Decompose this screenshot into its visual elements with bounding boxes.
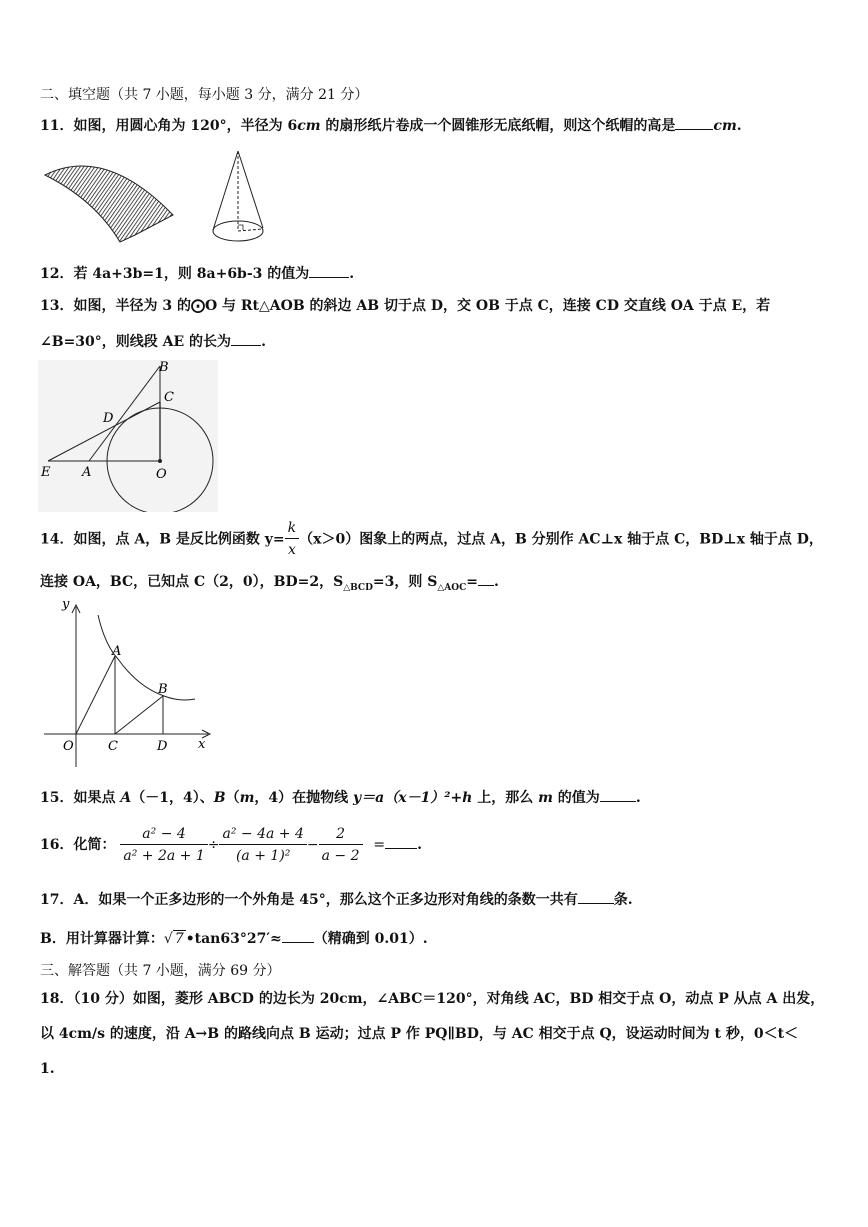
q15-m-2: m xyxy=(538,790,553,806)
q11-unit: cm xyxy=(297,118,321,134)
label-x: x xyxy=(198,737,206,752)
question-18-line-3: 1. xyxy=(40,1061,55,1077)
f2-num: a² − 4a + 4 xyxy=(219,824,306,845)
op-equals: = xyxy=(373,837,386,853)
question-14-line-2 xyxy=(40,571,499,597)
fraction-2 xyxy=(219,824,306,867)
label-D: D xyxy=(157,739,168,754)
section-2-header: 二、填空题（共 7 小题，每小题 3 分，满分 21 分） xyxy=(40,87,369,103)
q15-text-e: 上，那么 xyxy=(472,790,539,806)
q15-parabola: y＝a（x－1）²+h xyxy=(353,790,473,806)
question-11 xyxy=(40,115,742,135)
q11-text-b: 的扇形纸片卷成一个圆锥形无底纸帽，则这个纸帽的高是 xyxy=(320,118,676,134)
f3-num: 2 xyxy=(319,824,363,845)
q11-text-a: 11．如图，用圆心角为 120°，半径为 6 xyxy=(40,118,298,134)
q14-text-a: 14．如图，点 A，B 是反比例函数 y= xyxy=(40,531,285,548)
answer-blank-16 xyxy=(385,834,417,849)
q16-period: . xyxy=(417,837,422,853)
q15-text-d: ，4）在抛物线 xyxy=(254,790,354,806)
q12-period: . xyxy=(349,266,355,282)
label-C: C xyxy=(108,739,118,754)
cone-figure xyxy=(205,148,270,248)
q15-period: . xyxy=(635,790,641,806)
circle-tangent-figure xyxy=(38,360,218,512)
q15-point-b: B xyxy=(213,790,226,806)
label-O: O xyxy=(156,467,167,482)
q14-text-e: = xyxy=(466,574,479,590)
q14-text-b: （x＞0）图象上的两点，过点 A，B 分别作 AC⊥x 轴于点 C，BD⊥x 轴于点 D， xyxy=(299,531,823,548)
q14-period: . xyxy=(494,574,499,590)
q13-text: ∠B=30°，则线段 AE 的长为 xyxy=(40,334,232,350)
q17b-end: （精确到 0.01）. xyxy=(313,931,428,947)
frac-den: x xyxy=(287,542,296,558)
sqrt-seven: √ 7 xyxy=(163,931,184,947)
label-C: C xyxy=(164,390,174,405)
inverse-function-graph xyxy=(40,595,215,770)
q15-text-a: 15．如果点 xyxy=(40,790,121,806)
question-17a xyxy=(40,889,633,909)
section-3-header: 三、解答题（共 7 小题，满分 69 分） xyxy=(40,963,281,979)
f2-den: (a + 1)² xyxy=(235,847,291,864)
q14-sub-aoc: △AOC xyxy=(437,582,467,593)
answer-blank-12 xyxy=(309,263,349,278)
label-O: O xyxy=(63,739,74,754)
answer-blank-13 xyxy=(231,331,261,346)
answer-blank-14 xyxy=(478,571,494,586)
label-A: A xyxy=(112,644,122,659)
q15-m: m xyxy=(239,790,255,806)
q16-lead: 16．化简： xyxy=(40,837,116,853)
answer-blank-11 xyxy=(675,115,713,130)
q15-point-a: A xyxy=(120,790,132,806)
q12-text: 12．若 4a+3b=1，则 8a+6b-3 的值为 xyxy=(40,266,310,282)
q11-unit-2: cm xyxy=(713,118,737,134)
q15-text-b: （－1，4）、 xyxy=(131,790,214,806)
q17b-lead: B．用计算器计算： xyxy=(40,931,164,947)
question-18-line-2: 以 4cm/s 的速度，沿 A→B 的路线向点 B 运动；过点 P 作 PQ∥BD，与 AC 相交于点 Q，设运动时间为 t 秒，0＜t＜ xyxy=(40,1026,799,1042)
label-D: D xyxy=(103,411,114,426)
op-minus: − xyxy=(306,837,319,853)
f1-den: a² + 2a + 1 xyxy=(123,847,205,864)
label-B: B xyxy=(158,682,168,697)
fraction-3 xyxy=(319,824,363,867)
question-13-line-1: 13．如图，半径为 3 的⨀O 与 Rt△AOB 的斜边 AB 切于点 D，交 OB 于点 C，连接 CD 交直线 OA 于点 E，若 xyxy=(40,298,771,314)
q14-text-d: =3，则 S xyxy=(372,574,438,590)
q15-text-f: 的值为 xyxy=(552,790,600,806)
question-16 xyxy=(40,820,422,870)
label-B: B xyxy=(159,360,169,375)
q17a-end: 条. xyxy=(613,892,633,908)
q14-sub-bcd: △BCD xyxy=(343,582,373,593)
q13-period: . xyxy=(261,334,266,350)
question-14-line-1 xyxy=(40,518,823,558)
question-15 xyxy=(40,787,641,807)
f3-den: a − 2 xyxy=(321,847,360,864)
f1-num: a² − 4 xyxy=(120,824,207,845)
q15-text-c: （ xyxy=(225,790,240,806)
question-18-line-1: 18．（10 分）如图，菱形 ABCD 的边长为 20cm，∠ABC＝120°，对角线 AC，BD 相交于点 O，动点 P 从点 A 出发， xyxy=(40,991,825,1007)
answer-blank-17b xyxy=(282,928,314,943)
question-12 xyxy=(40,263,354,283)
label-y: y xyxy=(62,597,70,612)
label-E: E xyxy=(41,465,51,480)
frac-num: k xyxy=(285,518,299,539)
sector-figure xyxy=(40,145,185,250)
answer-blank-15 xyxy=(600,787,636,802)
op-divide: ÷ xyxy=(207,837,220,853)
fraction-k-over-x xyxy=(285,518,299,561)
label-A: A xyxy=(82,465,92,480)
question-17b xyxy=(40,928,428,948)
q17b-mid: •tan63°27′≈ xyxy=(185,931,282,947)
q11-period: . xyxy=(736,118,742,134)
answer-blank-17a xyxy=(578,889,614,904)
question-13-line-2 xyxy=(40,331,266,351)
q14-text-c: 连接 OA，BC，已知点 C（2，0），BD=2，S xyxy=(40,574,344,590)
q17a-text: 17．A．如果一个正多边形的一个外角是 45°，那么这个正多边形对角线的条数一共有 xyxy=(40,892,578,908)
fraction-1 xyxy=(120,824,207,867)
radicand: 7 xyxy=(174,931,184,947)
